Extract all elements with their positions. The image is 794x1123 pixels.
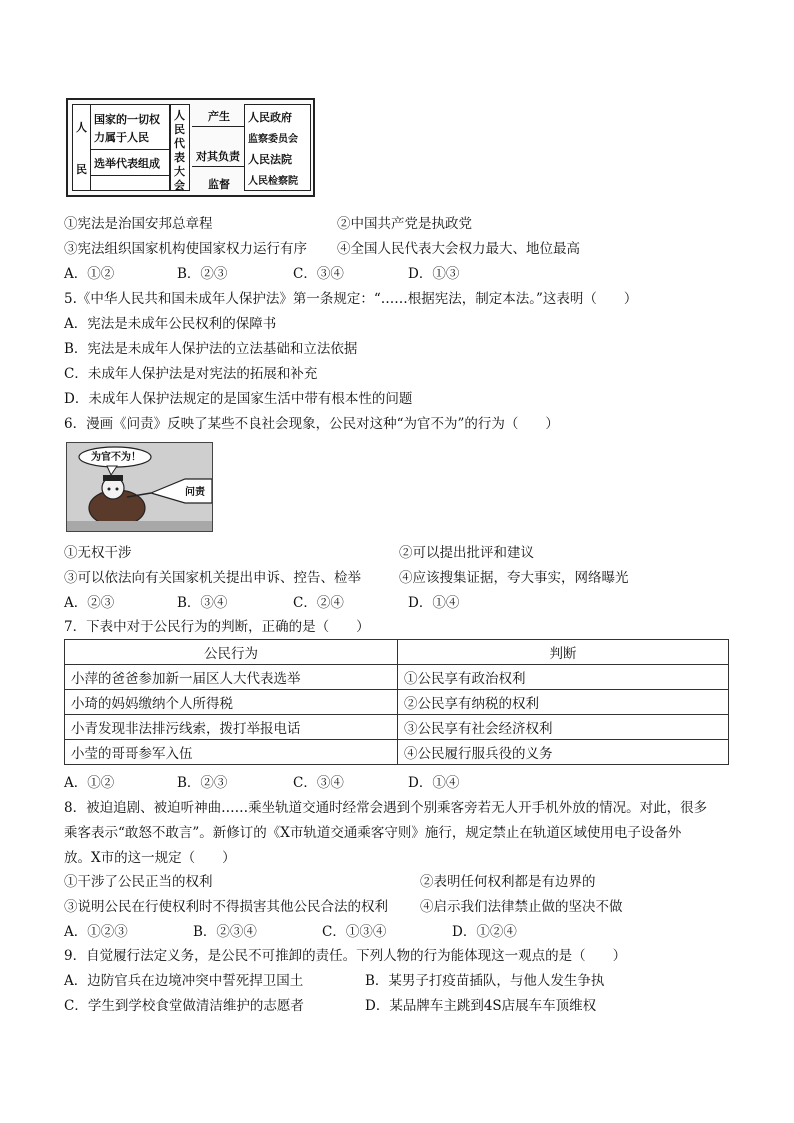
table-row [65, 665, 729, 690]
npc-box: 人 民 代 表 大 会 [170, 104, 190, 191]
q8-stem-line-3: 放。X市的这一规定（ ） [64, 850, 236, 866]
q7-option-b[interactable]: B．②③ [177, 775, 228, 791]
cartoon-accountability [66, 442, 213, 532]
q7-option-c[interactable]: C．③④ [293, 775, 344, 791]
table-cell: ①公民享有政治权利 [398, 665, 729, 690]
table-row [65, 715, 729, 740]
table-row [65, 690, 729, 715]
elect-text: 选举代表组成 [94, 157, 160, 170]
q7-stem: 7．下表中对于公民行为的判断，正确的是（ ） [64, 619, 370, 635]
people-box [72, 104, 92, 191]
organ-4: 人民检察院 [248, 176, 298, 187]
cartoon-sleeve-text: 问责 [185, 487, 205, 498]
table-cell: ③公民享有社会经济权利 [398, 715, 729, 740]
q4-statement-1: ①宪法是治国安邦总章程 [64, 216, 213, 232]
organ-1: 人民政府 [248, 111, 292, 124]
q8-option-c[interactable]: C．①③④ [322, 924, 387, 940]
people-char-2: 民 [76, 163, 87, 176]
table-cell: 小青发现非法排污线索，拨打举报电话 [65, 715, 398, 740]
q5-option-c[interactable]: C．未成年人保护法是对宪法的拓展和补充 [64, 366, 318, 382]
responsible-arrow [192, 166, 244, 167]
power-text-2: 力属于人民 [94, 131, 149, 144]
q7-option-d[interactable]: D．①④ [408, 775, 460, 791]
cartoon-bubble-text: 为官不为！ [91, 452, 141, 463]
power-box [90, 104, 170, 191]
supervise-label: 监督 [208, 178, 230, 191]
q4-option-a[interactable]: A．①② [64, 266, 115, 282]
q6-option-c[interactable]: C．②④ [293, 595, 344, 611]
table-row [65, 740, 729, 765]
q6-statement-2: ②可以提出批评和建议 [399, 545, 534, 561]
q8-statement-2: ②表明任何权利都是有边界的 [420, 874, 596, 890]
q6-option-a[interactable]: A．②③ [64, 595, 115, 611]
table-cell: 小琦的妈妈缴纳个人所得税 [65, 690, 398, 715]
responsible-label: 对其负责 [196, 150, 240, 163]
q8-statement-3: ③说明公民在行使权利时不得损害其他公民合法的权利 [64, 899, 388, 915]
q6-option-b[interactable]: B．③④ [177, 595, 228, 611]
q8-stem-line-1: 8．被迫追剧、被迫听神曲……乘坐轨道交通时经常会遇到个别乘客旁若无人开手机外放的情况。对此，很多 [64, 800, 708, 816]
q4-statement-2: ②中国共产党是执政党 [337, 216, 472, 232]
q6-stem: 6．漫画《问责》反映了某些不良社会现象，公民对这种“为官不为”的行为（ ） [64, 416, 559, 432]
table-header-row [65, 640, 729, 665]
table-cell: ④公民履行服兵役的义务 [398, 740, 729, 765]
organ-2: 监察委员会 [248, 134, 298, 145]
state-power-diagram [66, 98, 315, 197]
q9-option-d[interactable]: D．某品牌车主跳到4S店展车车顶维权 [365, 998, 597, 1014]
q7-option-a[interactable]: A．①② [64, 775, 115, 791]
q8-option-a[interactable]: A．①②③ [64, 924, 128, 940]
q9-stem: 9．自觉履行法定义务，是公民不可推卸的责任。下列人物的行为能体现这一观点的是（ ） [64, 948, 627, 964]
q5-option-d[interactable]: D．未成年人保护法规定的是国家生活中带有根本性的问题 [64, 391, 413, 407]
q4-statement-3: ③宪法组织国家机构使国家权力运行有序 [64, 241, 307, 257]
table-cell: 小萍的爸爸参加新一届区人大代表选举 [65, 665, 398, 690]
q8-statement-1: ①干涉了公民正当的权利 [64, 874, 213, 890]
q9-option-b[interactable]: B．某男子打疫苗插队，与他人发生争执 [365, 973, 605, 989]
q5-stem: 5.《中华人民共和国未成年人保护法》第一条规定：“……根据宪法，制定本法。”这表明（ ） [64, 291, 638, 307]
people-char-1: 人 [76, 121, 87, 134]
organs-box [244, 104, 311, 191]
q7-table [64, 639, 729, 765]
q4-option-d[interactable]: D．①③ [408, 266, 460, 282]
table-cell: 小莹的哥哥参军入伍 [65, 740, 398, 765]
q8-statement-4: ④启示我们法律禁止做的坚决不做 [420, 899, 623, 915]
table-header: 判断 [398, 640, 729, 665]
table-cell: ②公民享有纳税的权利 [398, 690, 729, 715]
q8-stem-line-2: 乘客表示“敢怒不敢言”。新修订的《X市轨道交通乘客守则》施行，规定禁止在轨道区域使用电子设备外 [64, 825, 682, 841]
produce-arrow [192, 126, 244, 127]
q9-option-c[interactable]: C．学生到学校食堂做清洁维护的志愿者 [64, 998, 304, 1014]
q5-option-b[interactable]: B．宪法是未成年人保护法的立法基础和立法依据 [64, 341, 358, 357]
q6-statement-3: ③可以依法向有关国家机关提出申诉、控告、检举 [64, 570, 361, 586]
q8-option-d[interactable]: D．①②④ [452, 924, 517, 940]
q5-option-a[interactable]: A．宪法是未成年公民权利的保障书 [64, 316, 277, 332]
q6-statement-4: ④应该搜集证据，夸大事实，网络曝光 [399, 570, 629, 586]
table-header: 公民行为 [65, 640, 398, 665]
q6-statement-1: ①无权干涉 [64, 545, 132, 561]
q9-option-a[interactable]: A．边防官兵在边境冲突中誓死捍卫国土 [64, 973, 304, 989]
produce-label: 产生 [208, 110, 230, 123]
power-text-1: 国家的一切权 [94, 113, 160, 126]
organ-3: 人民法院 [248, 153, 292, 166]
q4-statement-4: ④全国人民代表大会权力最大、地位最高 [337, 241, 580, 257]
q8-option-b[interactable]: B．②③④ [193, 924, 257, 940]
q6-option-d[interactable]: D．①④ [408, 595, 460, 611]
q4-option-c[interactable]: C．③④ [293, 266, 344, 282]
q4-option-b[interactable]: B．②③ [177, 266, 228, 282]
